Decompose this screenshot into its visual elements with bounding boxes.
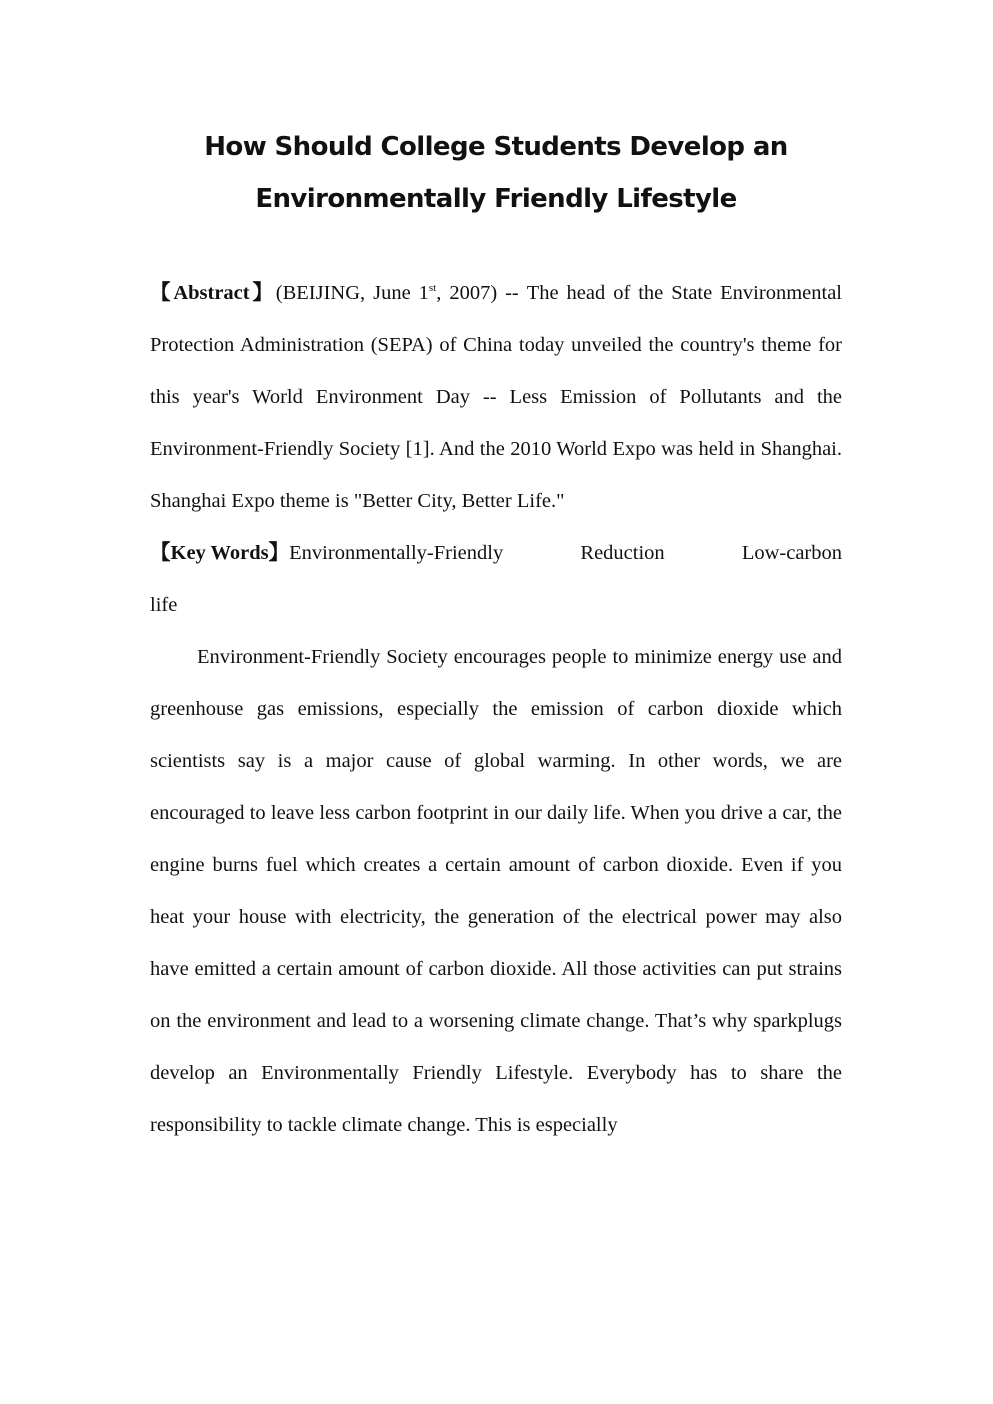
keywords-label: 【Key Words】: [150, 542, 290, 564]
keyword-item: Low-carbon: [741, 542, 842, 564]
document-body: [150, 267, 842, 1151]
abstract-label: 【Abstract】: [150, 282, 276, 304]
page-title: [150, 121, 842, 225]
abstract-dateline: (BEIJING, June 1: [275, 282, 429, 304]
keywords-line: [150, 527, 842, 579]
title-line-2: Environmentally Friendly Lifestyle: [255, 184, 737, 214]
abstract-paragraph: [150, 267, 842, 527]
keyword-item: Reduction: [580, 542, 665, 564]
keywords-lead: [150, 527, 503, 579]
abstract-text: , 2007) -- The head of the State Environmental Protection Administration (SEPA) of China today unveiled the country's theme for this year's World Environment Day -- Less Emission of Pollutants and the Environment-Friendly Society [1]. And the 2010 World Expo was held in Shanghai. Shanghai Expo theme is "Better City, Better Life.": [150, 282, 842, 512]
body-paragraph: Environment-Friendly Society encourages people to minimize energy use and greenhouse gas emissions, especially the emission of carbon dioxide which scientists say is a major cause of global warming. In other words, we are encouraged to leave less carbon footprint in our daily life. When you drive a car, the engine burns fuel which creates a certain amount of carbon dioxide. Even if you heat your house with electricity, the generation of the electrical power may also have emitted a certain amount of carbon dioxide. All those activities can put strains on the environment and lead to a worsening climate change. That’s why sparkplugs develop an Environmentally Friendly Lifestyle. Everybody has to share the responsibility to tackle climate change. This is especially: [150, 646, 842, 1136]
abstract-dateline-superscript: st: [428, 282, 437, 295]
keywords-continuation: life: [150, 594, 178, 616]
keyword-item: Environmentally-Friendly: [289, 542, 504, 564]
keywords-block: [150, 527, 842, 631]
title-line-1: How Should College Students Develop an: [204, 132, 788, 162]
